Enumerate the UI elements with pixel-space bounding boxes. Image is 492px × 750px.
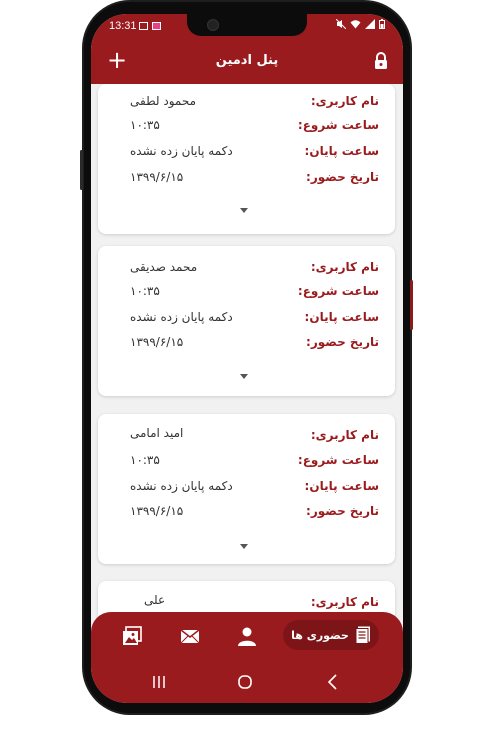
power-button (410, 280, 413, 330)
date-value: ۱۳۹۹/۶/۱۵ (130, 504, 184, 518)
start-time-row (112, 284, 379, 304)
person-icon[interactable] (236, 625, 258, 647)
username-value: امید امامی (130, 426, 184, 440)
recent-apps-icon[interactable] (149, 672, 169, 692)
gallery-notification-icon (139, 22, 148, 30)
signal-icon (365, 19, 375, 29)
username-row (112, 428, 379, 448)
status-indicators (336, 19, 385, 29)
attendance-card[interactable] (98, 246, 395, 396)
nav-item-attendance[interactable] (283, 620, 379, 650)
expand-chevron-icon[interactable] (240, 374, 248, 379)
wifi-icon (350, 19, 361, 29)
date-row (112, 504, 379, 524)
username-label: نام کاربری: (310, 94, 379, 108)
date-label: تاریخ حضور: (306, 335, 379, 349)
attendance-card[interactable] (98, 84, 395, 234)
notification-icons (139, 22, 161, 30)
front-camera (207, 19, 219, 31)
username-label: نام کاربری: (310, 428, 379, 442)
volume-button (80, 150, 83, 190)
end-time-row (112, 144, 379, 164)
end-time-row (112, 479, 379, 499)
username-value: محمود لطفی (130, 94, 197, 108)
attendance-list[interactable] (91, 84, 403, 624)
attendance-card[interactable] (98, 414, 395, 564)
end-time-row (112, 310, 379, 330)
app-bar (91, 40, 403, 84)
date-value: ۱۳۹۹/۶/۱۵ (130, 170, 184, 184)
end-time-label: ساعت پایان: (304, 144, 379, 158)
date-value: ۱۳۹۹/۶/۱۵ (130, 335, 184, 349)
date-row (112, 170, 379, 190)
mute-icon (336, 19, 346, 29)
end-time-value: دکمه پایان زده نشده (130, 310, 233, 324)
expand-chevron-icon[interactable] (240, 208, 248, 213)
date-label: تاریخ حضور: (306, 170, 379, 184)
add-button[interactable]: + (106, 46, 128, 74)
start-time-label: ساعت شروع: (297, 453, 379, 467)
bottom-navigation (91, 612, 403, 662)
start-time-row (112, 118, 379, 138)
start-time-row (112, 453, 379, 473)
start-time-label: ساعت شروع: (297, 118, 379, 132)
date-row (112, 335, 379, 355)
end-time-label: ساعت پایان: (304, 479, 379, 493)
username-value: علی (144, 593, 166, 607)
lock-icon[interactable] (373, 52, 389, 70)
start-time-value: ۱۰:۳۵ (130, 118, 160, 132)
mail-icon[interactable] (179, 625, 201, 647)
username-label: نام کاربری: (310, 595, 379, 609)
nav-item-attendance-label: حضوری ها (291, 628, 349, 642)
username-row (112, 260, 379, 280)
username-label: نام کاربری: (310, 260, 379, 274)
start-time-value: ۱۰:۳۵ (130, 284, 160, 298)
app-screen (91, 14, 403, 703)
username-value: محمد صدیقی (130, 260, 198, 274)
expand-chevron-icon[interactable] (240, 544, 248, 549)
app-notification-icon (152, 22, 161, 30)
system-navigation-bar (91, 662, 403, 703)
attendance-list-icon (355, 626, 371, 644)
end-time-value: دکمه پایان زده نشده (130, 144, 233, 158)
start-time-label: ساعت شروع: (297, 284, 379, 298)
username-row (112, 94, 379, 114)
battery-icon (379, 19, 385, 29)
end-time-value: دکمه پایان زده نشده (130, 479, 233, 493)
status-time: 13:31 (109, 20, 137, 32)
back-icon[interactable] (323, 672, 343, 692)
camera-notch (187, 14, 307, 36)
home-icon[interactable] (235, 672, 255, 692)
gallery-icon[interactable] (121, 625, 143, 647)
start-time-value: ۱۰:۳۵ (130, 453, 160, 467)
page-title: پنل ادمین (215, 53, 279, 68)
date-label: تاریخ حضور: (306, 504, 379, 518)
end-time-label: ساعت پایان: (304, 310, 379, 324)
